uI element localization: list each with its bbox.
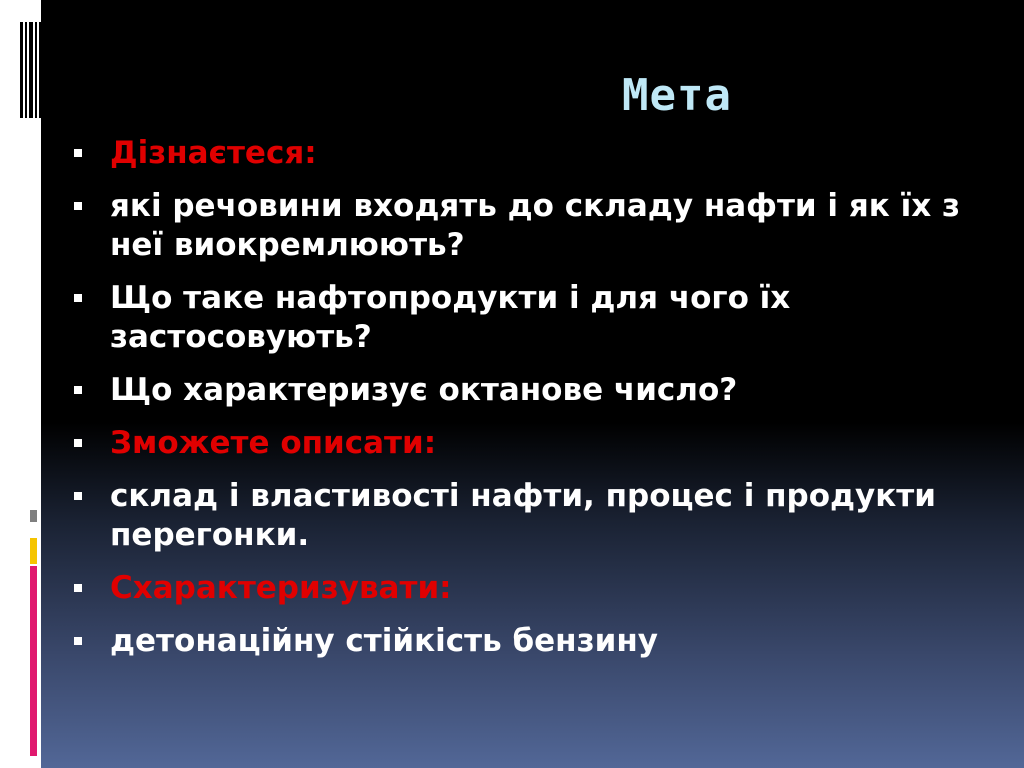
bullet-item xyxy=(70,371,970,410)
bullet-item xyxy=(70,569,970,608)
bullet-square-icon xyxy=(74,386,82,394)
bullet-square-icon xyxy=(74,637,82,645)
bullet-square-icon xyxy=(74,492,82,500)
bullet-text: Схарактеризувати: xyxy=(110,570,452,606)
bullet-text: Зможете описати: xyxy=(110,425,437,461)
bullet-item xyxy=(70,424,970,463)
accent-bar-pink xyxy=(30,566,37,756)
bullet-text: Що характеризує октанове число? xyxy=(110,372,738,408)
accent-bar-yellow xyxy=(30,538,37,564)
bullet-text: склад і властивості нафти, процес і продукти перегонки. xyxy=(110,478,936,553)
bullet-text: які речовини входять до складу нафти і як їх з неї виокремлюють? xyxy=(110,188,961,263)
bullet-item xyxy=(70,134,970,173)
bullet-square-icon xyxy=(74,439,82,447)
bullet-text: детонаційну стійкість бензину xyxy=(110,623,658,659)
bullet-square-icon xyxy=(74,202,82,210)
bullet-list xyxy=(70,134,970,675)
bullet-square-icon xyxy=(74,294,82,302)
bullet-square-icon xyxy=(74,149,82,157)
bullet-square-icon xyxy=(74,584,82,592)
bullet-item xyxy=(70,187,970,265)
bullet-text: Що таке нафтопродукти і для чого їх застосовують? xyxy=(110,280,791,355)
slide-title: Мета xyxy=(622,70,732,121)
accent-bar-gray xyxy=(30,510,37,522)
bullet-item xyxy=(70,477,970,555)
bullet-item xyxy=(70,622,970,661)
bullet-text: Дізнаєтеся: xyxy=(110,135,317,171)
bullet-item xyxy=(70,279,970,357)
